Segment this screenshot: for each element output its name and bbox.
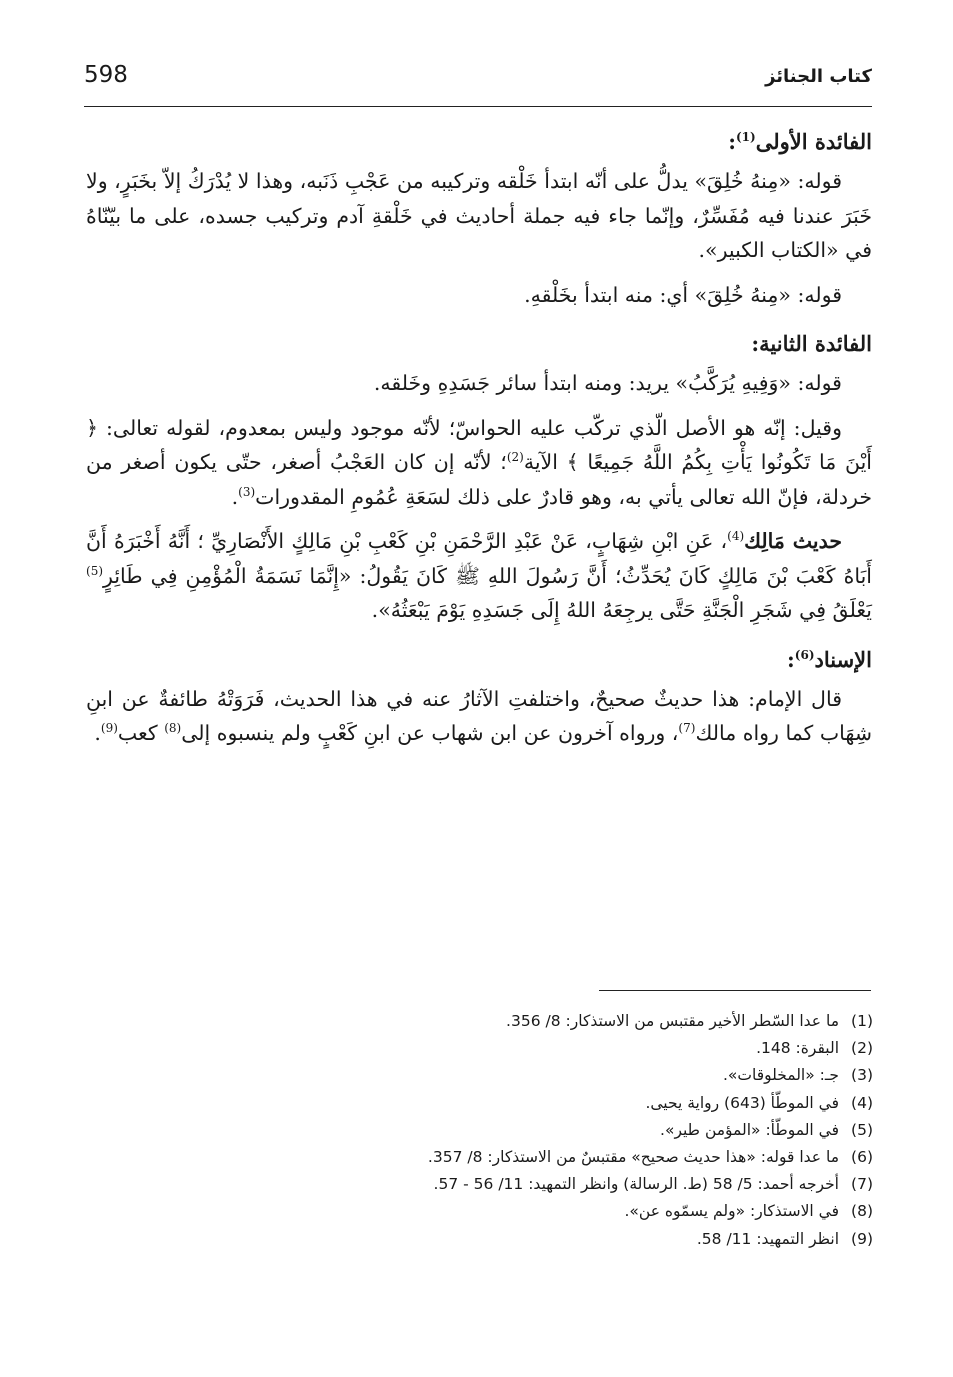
footnote-item xyxy=(313,1062,873,1089)
paragraph-5-text-c: كعب xyxy=(117,721,165,745)
footnote-text: البقرة: 148. xyxy=(756,1039,839,1058)
footnote-text: في الاستذكار: «ولم يسمّوه عن». xyxy=(624,1202,839,1221)
footnote-item xyxy=(313,1226,873,1253)
footnote-number: (8) xyxy=(851,1202,873,1221)
paragraph-5-text-d: . xyxy=(94,721,101,745)
hadith-label: حديث مَالِك xyxy=(744,529,842,553)
heading-second-benefit: الفائدة الثانية: xyxy=(751,331,872,356)
footnote-number: (1) xyxy=(851,1012,873,1030)
footnote-text: في الموطّأ (643) رواية يحيى. xyxy=(645,1093,839,1112)
footnote-ref: (4) xyxy=(727,529,745,544)
hadith-text-b: يَعْلَقُ فِي شَجَرِ الْجَنَّةِ حَتَّى يرجِعَهُ اللهُ إِلَى جَسَدِهِ يَوْمَ يَبْعَثُهُ». xyxy=(371,598,872,622)
page-header xyxy=(84,62,872,96)
footnote-number: (3) xyxy=(851,1066,873,1085)
paragraph-4-text-a: وقيل: إنّه هو الأصل الّذي تركّب عليه الحواسّ؛ لأنّه موجود وليس بمعدوم، لقوله تعالى: ﴿ أَيْنَ مَا تَكُونُوا يَأْتِ بِكُمُ اللَّهُ جَمِيعًا ﴾ الآية xyxy=(86,415,872,474)
paragraph-1: قوله: «مِنهُ خُلِقَ» يدلُّ على أنّه ابتدأ خَلْقه وتركيبه من عَجْبِ ذَنَبه، وهذا لا يُدْرَكُ إلاّ بخَبَرٍ، ولا خَبَرَ عندنا فيه مُفَسِّرٌ، وإنّما جاء فيه جملة أحاديث في خَلْقةِ آدم وتركيب جسده، على ما بيّنّاهُ في «الكتاب الكبير». xyxy=(86,169,872,262)
running-title: كتاب الجنائز xyxy=(765,66,872,87)
footnote-item xyxy=(313,1117,873,1144)
footnote-ref: (3) xyxy=(238,484,256,499)
paragraph-4-text-c: . xyxy=(231,484,239,509)
footnote-ref: (5) xyxy=(86,563,104,578)
footnotes-list xyxy=(313,1008,873,1253)
footnote-item xyxy=(313,1090,873,1117)
footnote-item xyxy=(313,1198,873,1225)
paragraph-3: قوله: «وَفِيهِ يُرَكَّبُ» يريد: ومنه ابتدأ سائر جَسَدِهِ وخَلقه. xyxy=(373,371,842,395)
paragraph-4-text-b: ؛ لأنّه إن كان العَجْبُ أصغر، حتّى يكون أصغر من خردلة، فإنّ الله تعالى يأتي به، وهو قادرٌ على ذلك لسَعَةِ عُمُومِ المقدورات xyxy=(86,450,872,509)
heading-colon: : xyxy=(787,646,795,672)
paragraph-5-text-b: ، ورواه آخرون عن ابن شهاب عن ابنِ كَعْبٍ ولم ينسبوه إلى xyxy=(181,721,679,745)
heading-colon: : xyxy=(728,129,736,154)
main-text xyxy=(86,120,872,761)
paragraph-5 xyxy=(86,682,872,751)
footnote-text: في الموطّأ: «المؤمن طير». xyxy=(660,1120,839,1139)
footnote-item xyxy=(313,1008,873,1035)
footnote-number: (2) xyxy=(851,1039,873,1058)
hadith-paragraph xyxy=(86,524,872,628)
footnote-rule xyxy=(599,990,871,991)
paragraph-4 xyxy=(86,411,872,515)
footnote-text: ما عدا السّطر الأخير مقتبس من الاستذكار: 8/ 356. xyxy=(506,1012,839,1030)
heading-text: الإسناد xyxy=(814,646,872,672)
footnote-ref: (7) xyxy=(678,721,696,736)
footnote-text: ما عدا قوله: «هذا حديث صحيح» مقتبسٌ من الاستذكار: 8/ 357. xyxy=(427,1148,839,1167)
page-number: 598 xyxy=(84,62,128,88)
footnote-number: (7) xyxy=(851,1175,873,1194)
footnote-number: (6) xyxy=(851,1148,873,1167)
footnote-text: جـ: «المخلوقات». xyxy=(722,1066,839,1085)
heading-isnad xyxy=(86,638,872,682)
footnote-ref: (8) xyxy=(164,721,182,736)
hadith-text-a: ، عَنِ ابْنِ شِهَابٍ، عَنْ عَبْدِ الرَّحْمَنِ بْنِ كَعْبِ بْنِ مَالِكٍ الأَنْصَارِيِّ ؛ أَنَّهُ أَخْبَرَهُ أَنَّ أَبَاهُ كَعْبَ بْنَ مَالِكٍ كَانَ يُحَدِّثُ؛ أَنَّ رَسُولَ اللهِ ﷺ كَانَ يَقُولُ: «إِنَّمَا نَسَمَةُ الْمُؤْمِنِ فِي طَائِرٍ xyxy=(86,529,872,588)
footnote-ref: (2) xyxy=(506,450,524,465)
footnote-number: (4) xyxy=(851,1093,873,1112)
footnote-item xyxy=(313,1035,873,1062)
heading-text: الفائدة الأولى xyxy=(755,129,872,154)
footnote-text: انظر التمهيد: 11/ 58. xyxy=(696,1229,839,1248)
paragraph-2: قوله: «مِنهُ خُلِقَ» أي: منه ابتدأ بخَلْقهِ. xyxy=(524,282,842,307)
paragraph-5-text-a: قال الإمام: هذا حديثٌ صحيحٌ، واختلفتِ الآثارُ عنه في هذا الحديث، فَرَوَتْهُ طائفةٌ عن ابنِ شِهَاب كما رواه مالك xyxy=(86,686,872,745)
footnote-ref: (6) xyxy=(794,647,815,662)
footnote-ref: (1) xyxy=(735,130,756,144)
header-rule xyxy=(84,106,872,107)
footnote-number: (5) xyxy=(851,1120,873,1139)
heading-first-benefit xyxy=(86,120,872,164)
footnote-ref: (9) xyxy=(100,721,118,736)
footnote-item xyxy=(313,1144,873,1171)
footnote-text: أخرجه أحمد: 5/ 58 (ط. الرسالة) وانظر التمهيد: 11/ 56 - 57. xyxy=(433,1175,839,1194)
footnote-item xyxy=(313,1171,873,1198)
footnote-number: (9) xyxy=(851,1229,873,1248)
